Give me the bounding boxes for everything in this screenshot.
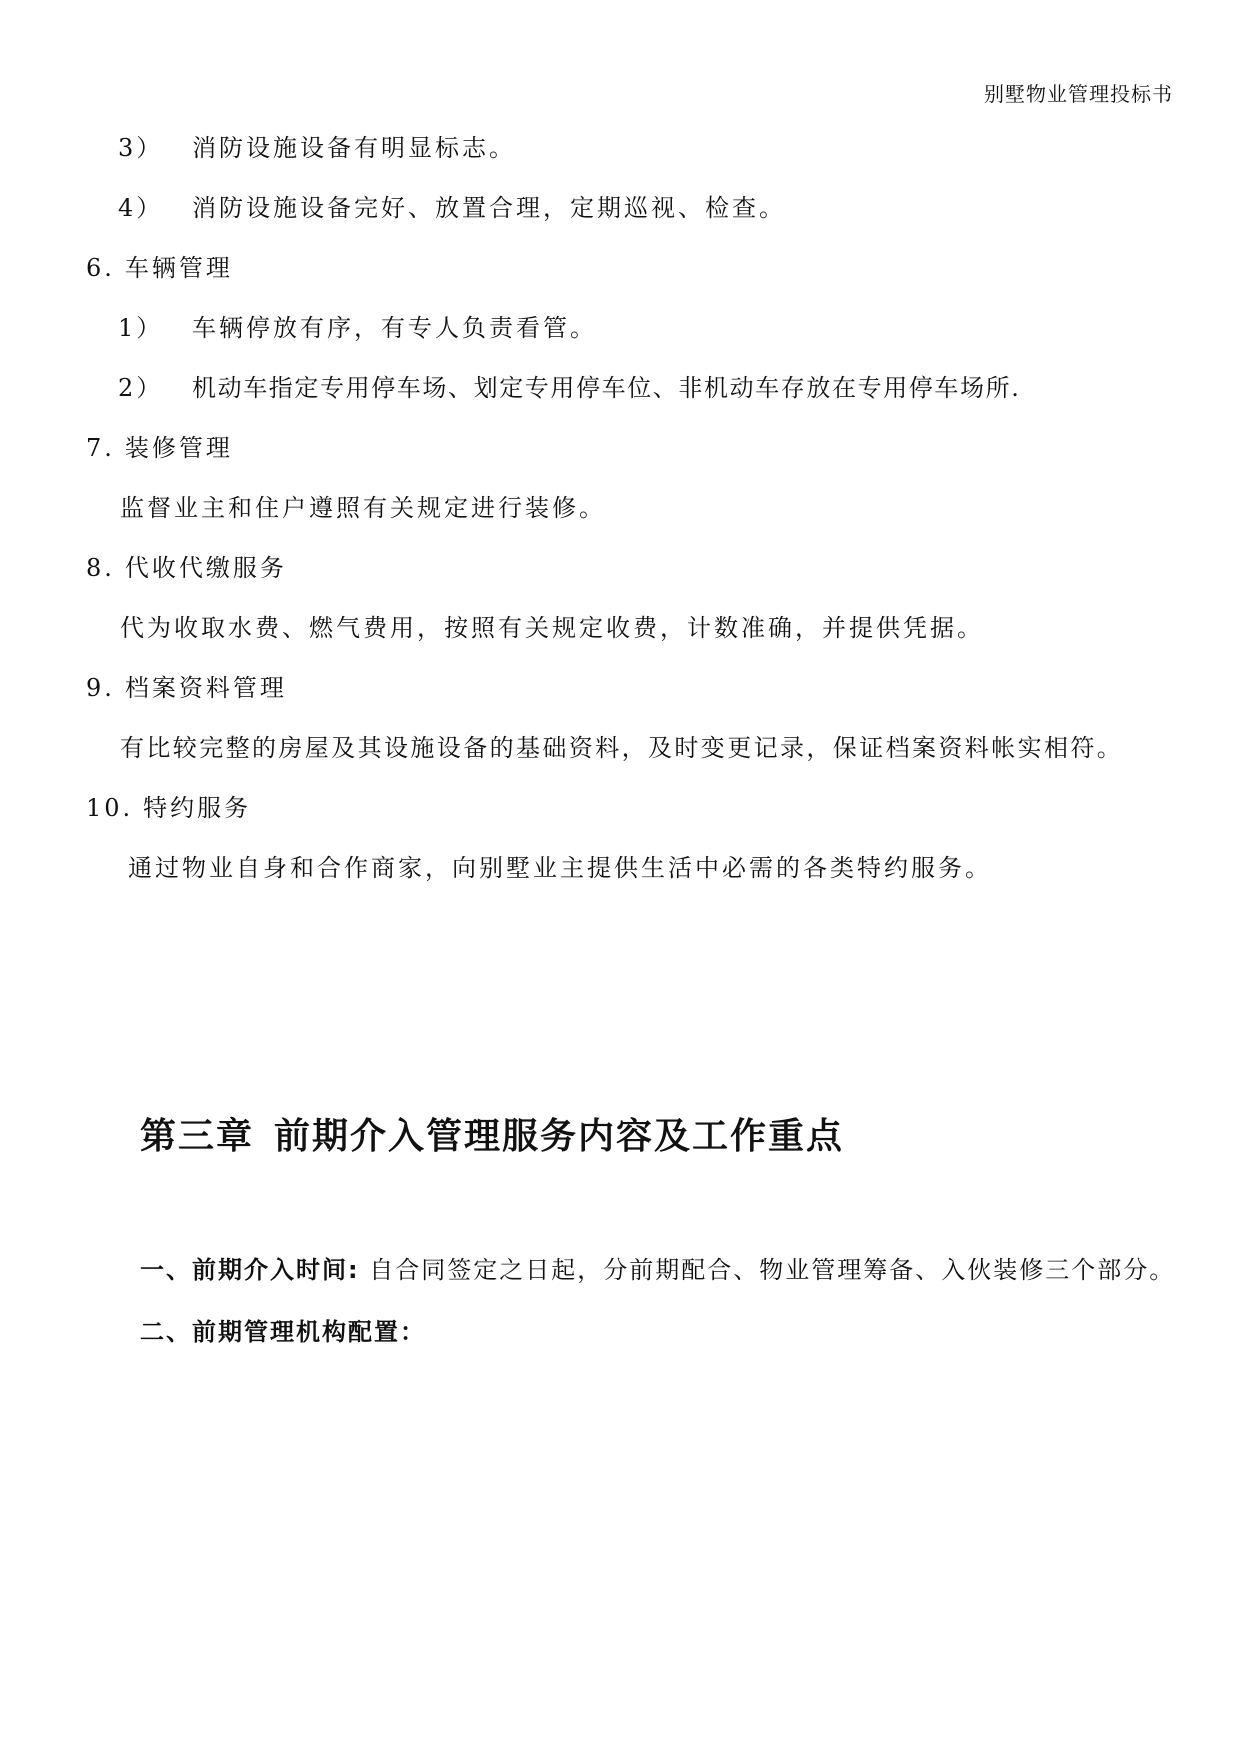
chapter-heading: 前期介入管理服务内容及工作重点	[274, 1116, 845, 1157]
chapter-label: 第三章	[140, 1116, 255, 1157]
item-text: 消防设施设备有明显标志。	[192, 134, 516, 162]
section-title: 特约服务	[143, 794, 252, 822]
item-label: 二、前期管理机构配置：	[140, 1318, 426, 1346]
section-heading	[86, 548, 287, 583]
list-item	[118, 308, 597, 343]
section-title: 装修管理	[124, 434, 233, 462]
paragraph: 监督业主和住户遵照有关规定进行装修。	[120, 494, 606, 522]
section-number: 8.	[86, 554, 115, 582]
list-item	[118, 128, 516, 163]
org-config-item	[140, 1312, 426, 1347]
item-text: 机动车指定专用停车场、划定专用停车位、非机动车存放在专用停车场所.	[192, 374, 1021, 402]
list-item	[118, 368, 1020, 403]
item-number: 3）	[118, 134, 164, 162]
section-title: 档案资料管理	[124, 674, 287, 702]
section-title: 代收代缴服务	[124, 554, 287, 582]
section-number: 10.	[86, 794, 134, 822]
section-heading	[86, 428, 233, 463]
paragraph: 代为收取水费、燃气费用，按照有关规定收费，计数准确，并提供凭据。	[120, 614, 984, 642]
section-heading	[86, 668, 287, 703]
list-item	[118, 188, 786, 223]
chapter-title	[140, 1108, 844, 1159]
intro-time-item	[140, 1250, 1175, 1285]
item-label: 一、前期介入时间:	[140, 1256, 360, 1284]
section-title: 车辆管理	[124, 254, 233, 282]
section-heading	[86, 788, 251, 823]
item-text: 消防设施设备完好、放置合理，定期巡视、检查。	[192, 194, 786, 222]
section-number: 7.	[86, 434, 115, 462]
item-text: 自合同签定之日起，分前期配合、物业管理筹备、入伙装修三个部分。	[369, 1256, 1176, 1284]
page-header: 别墅物业管理投标书	[984, 82, 1173, 106]
item-text: 车辆停放有序，有专人负责看管。	[192, 314, 597, 342]
paragraph: 通过物业自身和合作商家，向别墅业主提供生活中必需的各类特约服务。	[128, 854, 992, 882]
item-number: 2）	[118, 374, 164, 402]
section-heading	[86, 248, 233, 283]
item-number: 4）	[118, 194, 164, 222]
paragraph: 有比较完整的房屋及其设施设备的基础资料，及时变更记录，保证档案资料帐实相符。	[120, 734, 1124, 762]
section-number: 9.	[86, 674, 115, 702]
item-number: 1）	[118, 314, 164, 342]
section-number: 6.	[86, 254, 115, 282]
